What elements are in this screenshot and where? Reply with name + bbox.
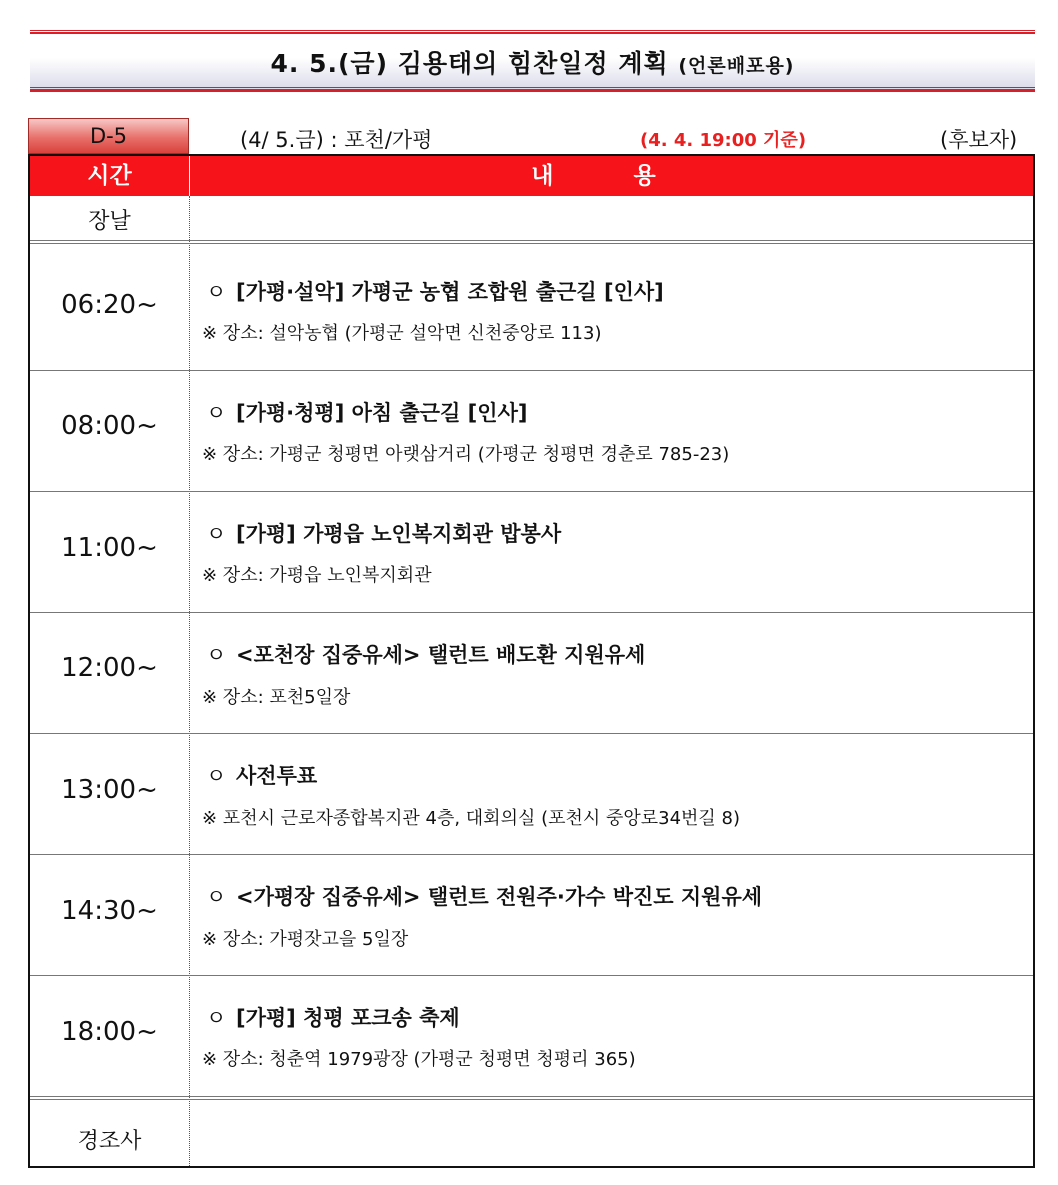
slot-title: [206, 397, 527, 427]
slot-title-text: <가평장 집중유세> 탤런트 전원주·가수 박진도 지원유세: [236, 885, 763, 909]
slot-title-text: <포천장 집중유세> 탤런트 배도환 지원유세: [236, 643, 646, 667]
slot-note: ※ 장소: 가평군 청평면 아랫삼거리 (가평군 청평면 경춘로 785-23): [202, 444, 730, 465]
basis-time: (4. 4. 19:00 기준): [640, 130, 807, 151]
slot-note: ※ 장소: 포천5일장: [202, 687, 351, 708]
condolence-label: 경조사: [77, 1129, 142, 1154]
condolence-row-divider: [30, 1096, 1033, 1100]
row-divider: [30, 491, 1033, 492]
slot-note: ※ 장소: 가평읍 노인복지회관: [202, 565, 432, 586]
row-divider: [30, 975, 1033, 976]
column-divider: [189, 196, 190, 1166]
page-title: [30, 44, 1035, 80]
slot-note: ※ 포천시 근로자종합복지관 4층, 대회의실 (포천시 중앙로34번길 8): [202, 808, 741, 829]
slot-time: 08:00~: [61, 411, 158, 441]
slot-time: 06:20~: [61, 290, 158, 320]
bullet-icon: ㅇ: [206, 401, 227, 425]
market-row-divider: [30, 240, 1033, 244]
d-day-badge: D-5: [28, 118, 189, 154]
bullet-icon: ㅇ: [206, 1006, 227, 1030]
slot-time: 12:00~: [61, 653, 158, 683]
slot-title: [206, 518, 561, 548]
slot-title: [206, 639, 645, 669]
slot-title-text: [가평] 가평읍 노인복지회관 밥봉사: [236, 522, 562, 546]
row-divider: [30, 370, 1033, 371]
table-header-row: [30, 156, 1033, 196]
slot-time: 14:30~: [61, 896, 158, 926]
row-divider: [30, 733, 1033, 734]
slot-title-text: 사전투표: [236, 764, 318, 788]
title-bottom-rule: [30, 87, 1035, 92]
slot-title-text: [가평·설악] 가평군 농협 조합원 출근길 [인사]: [236, 280, 664, 304]
market-day-label: 장날: [88, 209, 131, 234]
slot-title: [206, 881, 762, 911]
slot-time: 11:00~: [61, 533, 158, 563]
candidate-label: (후보자): [940, 128, 1018, 152]
page-title-main: 4. 5.(금) 김용태의 힘찬일정 계획: [270, 49, 669, 78]
slot-time: 18:00~: [61, 1017, 158, 1047]
schedule-table: [28, 154, 1035, 1168]
row-divider: [30, 612, 1033, 613]
slot-title-text: [가평] 청평 포크송 축제: [236, 1006, 460, 1030]
slot-time: 13:00~: [61, 775, 158, 805]
slot-title: [206, 276, 664, 306]
slot-title: [206, 1002, 460, 1032]
page-title-sub: (언론배포용): [678, 55, 795, 77]
slot-title-text: [가평·청평] 아침 출근길 [인사]: [236, 401, 528, 425]
header-content: 내 용: [531, 163, 692, 189]
slot-note: ※ 장소: 청춘역 1979광장 (가평군 청평면 청평리 365): [202, 1049, 636, 1070]
title-banner: [30, 30, 1035, 92]
bullet-icon: ㅇ: [206, 280, 227, 304]
slot-note: ※ 장소: 가평잣고을 5일장: [202, 929, 409, 950]
bullet-icon: ㅇ: [206, 522, 227, 546]
date-location: (4/ 5.금) : 포천/가평: [240, 128, 433, 152]
bullet-icon: ㅇ: [206, 764, 227, 788]
slot-note: ※ 장소: 설악농협 (가평군 설악면 신천중앙로 113): [202, 323, 602, 344]
bullet-icon: ㅇ: [206, 885, 227, 909]
title-top-rule: [30, 30, 1035, 34]
bullet-icon: ㅇ: [206, 643, 227, 667]
row-divider: [30, 854, 1033, 855]
header-time: 시간: [87, 163, 132, 189]
slot-title: [206, 760, 317, 790]
